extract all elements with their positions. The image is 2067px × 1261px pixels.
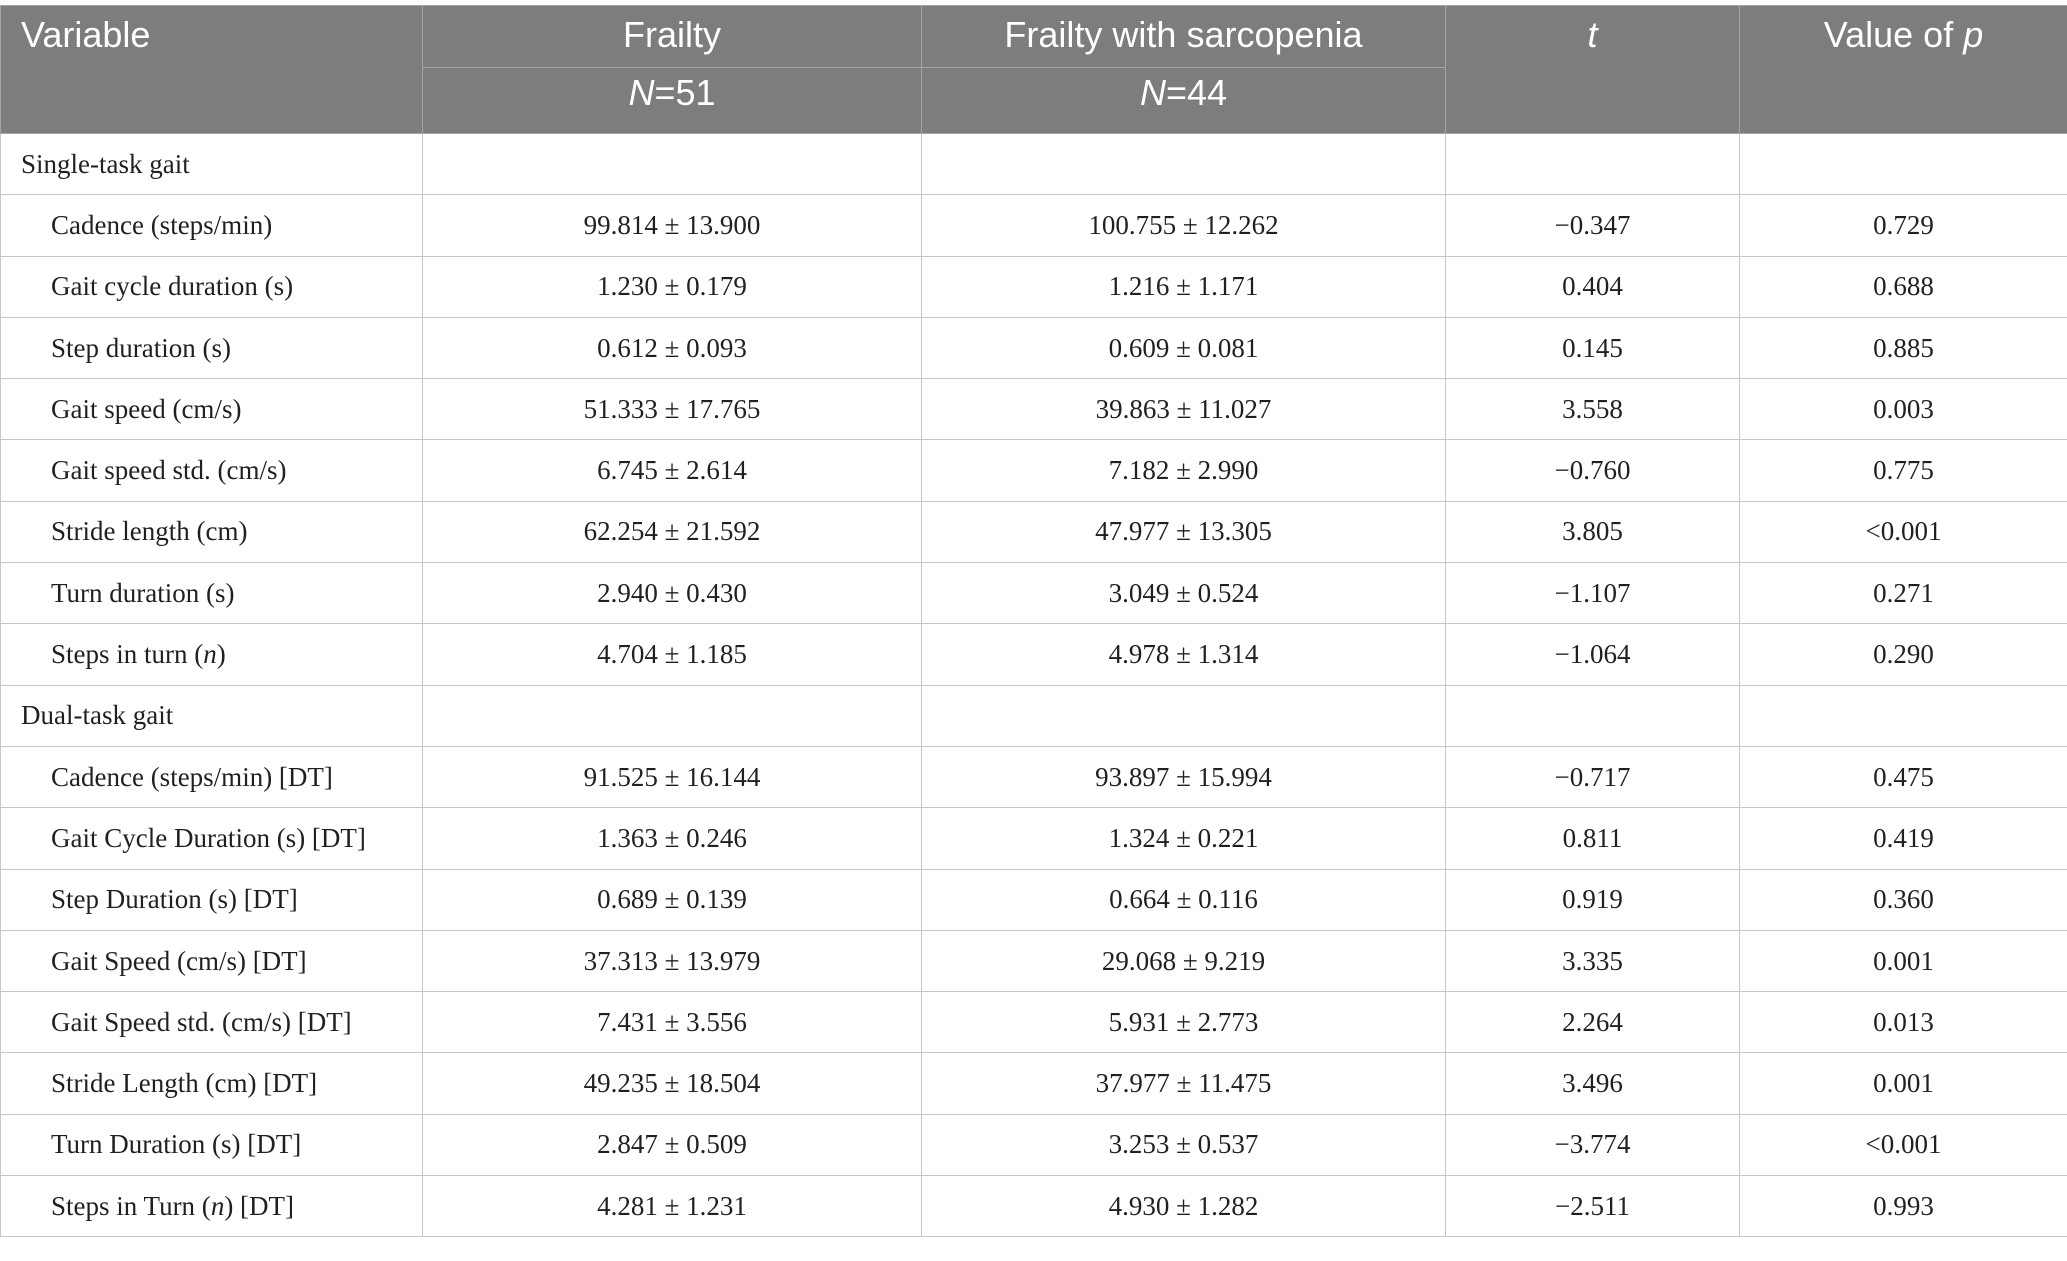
table-row bbox=[1, 317, 2067, 378]
empty-cell bbox=[1740, 134, 2067, 195]
p-value-cell: <0.001 bbox=[1740, 1114, 2067, 1175]
variable-cell: Gait speed std. (cm/s) bbox=[1, 440, 423, 501]
table-row bbox=[1, 746, 2067, 807]
frailty-cell: 0.612 ± 0.093 bbox=[423, 317, 922, 378]
p-value-cell: 0.001 bbox=[1740, 930, 2067, 991]
table-row bbox=[1, 1053, 2067, 1114]
empty-cell bbox=[922, 134, 1446, 195]
results-table-container bbox=[0, 5, 2067, 1237]
table-row bbox=[1, 930, 2067, 991]
frailty-cell: 49.235 ± 18.504 bbox=[423, 1053, 922, 1114]
variable-cell: Step duration (s) bbox=[1, 317, 423, 378]
t-value-cell: −0.760 bbox=[1446, 440, 1740, 501]
variable-cell: Stride Length (cm) [DT] bbox=[1, 1053, 423, 1114]
table-row bbox=[1, 869, 2067, 930]
frailty-cell: 2.847 ± 0.509 bbox=[423, 1114, 922, 1175]
variable-cell: Gait cycle duration (s) bbox=[1, 256, 423, 317]
section-title: Single-task gait bbox=[1, 134, 423, 195]
t-value-cell: −3.774 bbox=[1446, 1114, 1740, 1175]
p-value-cell: 0.419 bbox=[1740, 808, 2067, 869]
header-sarcopenia-n bbox=[922, 68, 1446, 134]
table-row bbox=[1, 195, 2067, 256]
sarcopenia-cell: 0.609 ± 0.081 bbox=[922, 317, 1446, 378]
t-value-cell: −0.717 bbox=[1446, 746, 1740, 807]
table-row bbox=[1, 501, 2067, 562]
variable-text-suffix: ) [DT] bbox=[224, 1190, 295, 1221]
frailty-cell: 7.431 ± 3.556 bbox=[423, 992, 922, 1053]
table-row bbox=[1, 379, 2067, 440]
header-t-symbol: t bbox=[1587, 14, 1598, 55]
table-row bbox=[1, 563, 2067, 624]
sarcopenia-cell: 0.664 ± 0.116 bbox=[922, 869, 1446, 930]
variable-cell bbox=[1, 1176, 423, 1237]
empty-cell bbox=[1740, 685, 2067, 746]
p-value-cell: 0.729 bbox=[1740, 195, 2067, 256]
p-value-cell: 0.001 bbox=[1740, 1053, 2067, 1114]
table-row bbox=[1, 808, 2067, 869]
section-row bbox=[1, 685, 2067, 746]
p-value-cell: 0.993 bbox=[1740, 1176, 2067, 1237]
table-header bbox=[1, 6, 2067, 134]
table-row bbox=[1, 1176, 2067, 1237]
p-value-cell: 0.775 bbox=[1740, 440, 2067, 501]
empty-cell bbox=[1446, 685, 1740, 746]
header-variable: Variable bbox=[1, 6, 423, 134]
sarcopenia-cell: 5.931 ± 2.773 bbox=[922, 992, 1446, 1053]
table-row bbox=[1, 1114, 2067, 1175]
sarcopenia-cell: 4.978 ± 1.314 bbox=[922, 624, 1446, 685]
t-value-cell: −1.107 bbox=[1446, 563, 1740, 624]
variable-cell: Cadence (steps/min) [DT] bbox=[1, 746, 423, 807]
header-frailty: Frailty bbox=[423, 6, 922, 68]
frailty-n-value: =51 bbox=[654, 72, 716, 113]
header-p-prefix: Value of bbox=[1823, 14, 1964, 55]
variable-cell: Gait Speed (cm/s) [DT] bbox=[1, 930, 423, 991]
header-p-value bbox=[1740, 6, 2067, 134]
table-body bbox=[1, 134, 2067, 1237]
table-row bbox=[1, 624, 2067, 685]
sarcopenia-cell: 47.977 ± 13.305 bbox=[922, 501, 1446, 562]
section-row bbox=[1, 134, 2067, 195]
sarcopenia-cell: 1.216 ± 1.171 bbox=[922, 256, 1446, 317]
sarcopenia-cell: 7.182 ± 2.990 bbox=[922, 440, 1446, 501]
frailty-cell: 0.689 ± 0.139 bbox=[423, 869, 922, 930]
frailty-cell: 37.313 ± 13.979 bbox=[423, 930, 922, 991]
empty-cell bbox=[423, 685, 922, 746]
header-frailty-n bbox=[423, 68, 922, 134]
p-value-cell: 0.013 bbox=[1740, 992, 2067, 1053]
sarcopenia-cell: 1.324 ± 0.221 bbox=[922, 808, 1446, 869]
t-value-cell: −0.347 bbox=[1446, 195, 1740, 256]
sarcopenia-n-value: =44 bbox=[1165, 72, 1228, 113]
frailty-cell: 1.363 ± 0.246 bbox=[423, 808, 922, 869]
sarcopenia-cell: 29.068 ± 9.219 bbox=[922, 930, 1446, 991]
sarcopenia-cell: 100.755 ± 12.262 bbox=[922, 195, 1446, 256]
p-value-cell: 0.290 bbox=[1740, 624, 2067, 685]
p-value-cell: 0.688 bbox=[1740, 256, 2067, 317]
t-value-cell: −2.511 bbox=[1446, 1176, 1740, 1237]
p-value-cell: 0.475 bbox=[1740, 746, 2067, 807]
t-value-cell: 3.805 bbox=[1446, 501, 1740, 562]
variable-cell: Gait speed (cm/s) bbox=[1, 379, 423, 440]
variable-cell: Turn duration (s) bbox=[1, 563, 423, 624]
frailty-cell: 4.704 ± 1.185 bbox=[423, 624, 922, 685]
header-t bbox=[1446, 6, 1740, 134]
frailty-cell: 2.940 ± 0.430 bbox=[423, 563, 922, 624]
t-value-cell: 0.919 bbox=[1446, 869, 1740, 930]
variable-cell: Stride length (cm) bbox=[1, 501, 423, 562]
variable-cell: Gait Speed std. (cm/s) [DT] bbox=[1, 992, 423, 1053]
sarcopenia-cell: 39.863 ± 11.027 bbox=[922, 379, 1446, 440]
table-row bbox=[1, 256, 2067, 317]
frailty-cell: 91.525 ± 16.144 bbox=[423, 746, 922, 807]
p-value-cell: 0.360 bbox=[1740, 869, 2067, 930]
section-title: Dual-task gait bbox=[1, 685, 423, 746]
variable-cell: Cadence (steps/min) bbox=[1, 195, 423, 256]
t-value-cell: 0.145 bbox=[1446, 317, 1740, 378]
table-row bbox=[1, 440, 2067, 501]
frailty-cell: 6.745 ± 2.614 bbox=[423, 440, 922, 501]
header-p-symbol: p bbox=[1963, 14, 1984, 55]
variable-text: Steps in Turn ( bbox=[51, 1190, 211, 1221]
variable-text: Steps in turn ( bbox=[51, 639, 204, 670]
p-value-cell: 0.003 bbox=[1740, 379, 2067, 440]
variable-italic-symbol: n bbox=[203, 639, 217, 670]
sarcopenia-n-label: N bbox=[1139, 72, 1166, 113]
frailty-cell: 99.814 ± 13.900 bbox=[423, 195, 922, 256]
t-value-cell: 3.335 bbox=[1446, 930, 1740, 991]
results-table bbox=[0, 5, 2067, 1237]
p-value-cell: 0.271 bbox=[1740, 563, 2067, 624]
sarcopenia-cell: 37.977 ± 11.475 bbox=[922, 1053, 1446, 1114]
empty-cell bbox=[1446, 134, 1740, 195]
frailty-cell: 1.230 ± 0.179 bbox=[423, 256, 922, 317]
t-value-cell: 3.558 bbox=[1446, 379, 1740, 440]
frailty-n-label: N bbox=[628, 72, 655, 113]
sarcopenia-cell: 3.253 ± 0.537 bbox=[922, 1114, 1446, 1175]
sarcopenia-cell: 3.049 ± 0.524 bbox=[922, 563, 1446, 624]
p-value-cell: 0.885 bbox=[1740, 317, 2067, 378]
table-row bbox=[1, 992, 2067, 1053]
t-value-cell: 2.264 bbox=[1446, 992, 1740, 1053]
frailty-cell: 4.281 ± 1.231 bbox=[423, 1176, 922, 1237]
sarcopenia-cell: 4.930 ± 1.282 bbox=[922, 1176, 1446, 1237]
variable-text-suffix: ) bbox=[216, 639, 226, 670]
variable-italic-symbol: n bbox=[210, 1190, 225, 1221]
variable-cell: Gait Cycle Duration (s) [DT] bbox=[1, 808, 423, 869]
sarcopenia-cell: 93.897 ± 15.994 bbox=[922, 746, 1446, 807]
header-sarcopenia: Frailty with sarcopenia bbox=[922, 6, 1446, 68]
t-value-cell: −1.064 bbox=[1446, 624, 1740, 685]
frailty-cell: 51.333 ± 17.765 bbox=[423, 379, 922, 440]
variable-cell: Turn Duration (s) [DT] bbox=[1, 1114, 423, 1175]
t-value-cell: 0.811 bbox=[1446, 808, 1740, 869]
variable-cell bbox=[1, 624, 423, 685]
p-value-cell: <0.001 bbox=[1740, 501, 2067, 562]
t-value-cell: 3.496 bbox=[1446, 1053, 1740, 1114]
empty-cell bbox=[922, 685, 1446, 746]
frailty-cell: 62.254 ± 21.592 bbox=[423, 501, 922, 562]
empty-cell bbox=[423, 134, 922, 195]
t-value-cell: 0.404 bbox=[1446, 256, 1740, 317]
variable-cell: Step Duration (s) [DT] bbox=[1, 869, 423, 930]
